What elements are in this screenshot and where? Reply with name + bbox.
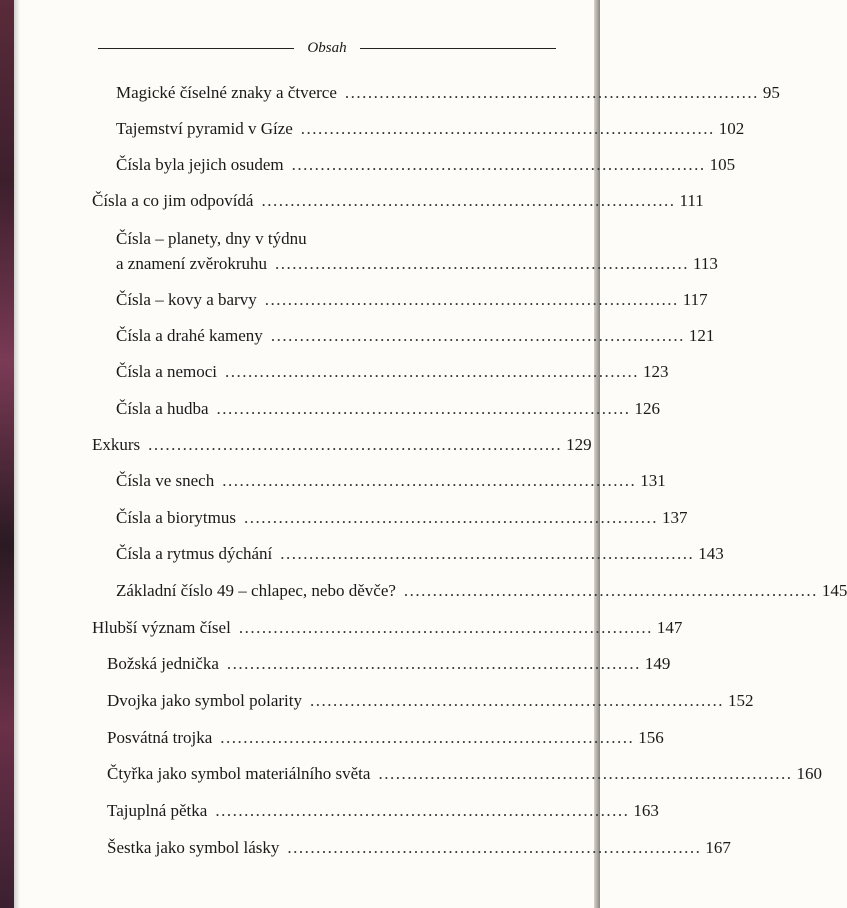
toc-entry-title: Tajuplná pětka [107, 801, 208, 820]
toc-entry-title: Čísla byla jejich osudem [116, 155, 284, 174]
toc-entry [116, 543, 724, 565]
dot-leader: ........................................................................ [215, 801, 630, 820]
running-header [98, 38, 556, 58]
dot-leader: ........................................................................ [222, 471, 637, 490]
toc-entry-title: Šestka jako symbol lásky [107, 838, 280, 857]
toc-entry-page: 147 [656, 618, 683, 637]
toc-entry-title: Božská jednička [107, 654, 219, 673]
toc-entry-title: a znamení zvěrokruhu [116, 254, 268, 273]
dot-leader: ........................................................................ [270, 326, 685, 345]
toc-entry-page: 113 [693, 254, 718, 273]
toc-entry-title: Čísla a biorytmus [116, 508, 236, 527]
toc-entry-title: Magické číselné znaky a čtverce [116, 83, 337, 102]
toc-entry-page: 111 [679, 191, 704, 210]
dot-leader: ........................................................................ [287, 838, 702, 857]
dot-leader: ........................................................................ [225, 362, 640, 381]
dot-leader: ........................................................................ [344, 83, 759, 102]
dot-leader: ........................................................................ [310, 691, 725, 710]
toc-entry-page: 156 [638, 728, 664, 747]
toc-entry-page: 117 [682, 290, 708, 309]
toc-entry-title: Čísla a rytmus dýchání [116, 544, 273, 563]
header-rule-left [98, 48, 294, 49]
toc-chapter-entry [92, 434, 592, 456]
toc-chapter-entry [92, 617, 683, 639]
header-rule-right [360, 48, 556, 49]
toc-entry-page: 163 [633, 801, 659, 820]
toc-entry [116, 289, 708, 311]
toc-entry-title: Čísla ve snech [116, 471, 215, 490]
toc-entry-title: Čtyřka jako symbol materiálního světa [107, 764, 371, 783]
toc-entry-page: 129 [566, 435, 592, 454]
toc-entry [107, 727, 664, 749]
dot-leader: ........................................................................ [300, 119, 715, 138]
toc-entry [116, 325, 715, 347]
toc-entry-title: Exkurs [92, 435, 141, 454]
toc-entry [116, 253, 718, 275]
toc-entry-title: Posvátná trojka [107, 728, 213, 747]
toc-entry-title-line1: Čísla – planety, dny v týdnu [116, 229, 307, 248]
dot-leader: ........................................................................ [291, 155, 706, 174]
dot-leader: ........................................................................ [280, 544, 695, 563]
toc-entry-page: 102 [718, 119, 745, 138]
toc-entry-page: 143 [698, 544, 724, 563]
toc-entry [116, 470, 666, 492]
dot-leader: ........................................................................ [243, 508, 658, 527]
toc-entry [116, 118, 745, 140]
toc-entry-page: 95 [762, 83, 780, 102]
toc-entry [107, 763, 822, 785]
toc-entry [116, 580, 847, 602]
toc-entry-page: 105 [709, 155, 736, 174]
dot-leader: ........................................................................ [226, 654, 641, 673]
toc-chapter-entry [92, 190, 704, 212]
toc-entry [116, 507, 688, 529]
toc-entry-title: Tajemství pyramid v Gíze [116, 119, 293, 138]
toc-entry [107, 800, 659, 822]
toc-entry-page: 160 [796, 764, 822, 783]
toc-entry-title: Čísla a nemoci [116, 362, 218, 381]
dot-leader: ........................................................................ [148, 435, 563, 454]
toc-entry-page: 126 [634, 399, 661, 418]
toc-entry-page: 145 [821, 581, 847, 600]
toc-entry [107, 837, 731, 859]
dot-leader: ........................................................................ [238, 618, 653, 637]
toc-entry-page: 123 [643, 362, 669, 381]
toc-entry-page: 152 [728, 691, 754, 710]
toc-entry-page: 149 [644, 654, 671, 673]
toc-entry-title: Čísla – kovy a barvy [116, 290, 257, 309]
toc-entry [116, 82, 780, 104]
toc-entry [116, 154, 736, 176]
toc-entry-title: Čísla a drahé kameny [116, 326, 263, 345]
toc-entry-title: Dvojka jako symbol polarity [107, 691, 303, 710]
dot-leader: ........................................................................ [378, 764, 793, 783]
dot-leader: ........................................................................ [261, 191, 676, 210]
toc-entry-page: 137 [661, 508, 688, 527]
toc-entry [107, 653, 671, 675]
toc-entry-title: Základní číslo 49 – chlapec, nebo děvče? [116, 581, 396, 600]
dot-leader: ........................................................................ [216, 399, 631, 418]
book-cover-edge [0, 0, 14, 908]
toc-entry-page: 131 [640, 471, 666, 490]
toc-entry [116, 398, 661, 420]
toc-entry [107, 690, 754, 712]
dot-leader: ........................................................................ [403, 581, 818, 600]
toc-entry-title: Hlubší význam čísel [92, 618, 231, 637]
header-title: Obsah [307, 40, 347, 56]
dot-leader: ........................................................................ [275, 254, 690, 273]
dot-leader: ........................................................................ [264, 290, 679, 309]
toc-entry [116, 361, 669, 383]
toc-entry-page: 167 [705, 838, 731, 857]
toc-entry-page: 121 [688, 326, 715, 345]
toc-entry-title: Čísla a hudba [116, 399, 209, 418]
dot-leader: ........................................................................ [220, 728, 635, 747]
toc-entry-title: Čísla a co jim odpovídá [92, 191, 254, 210]
